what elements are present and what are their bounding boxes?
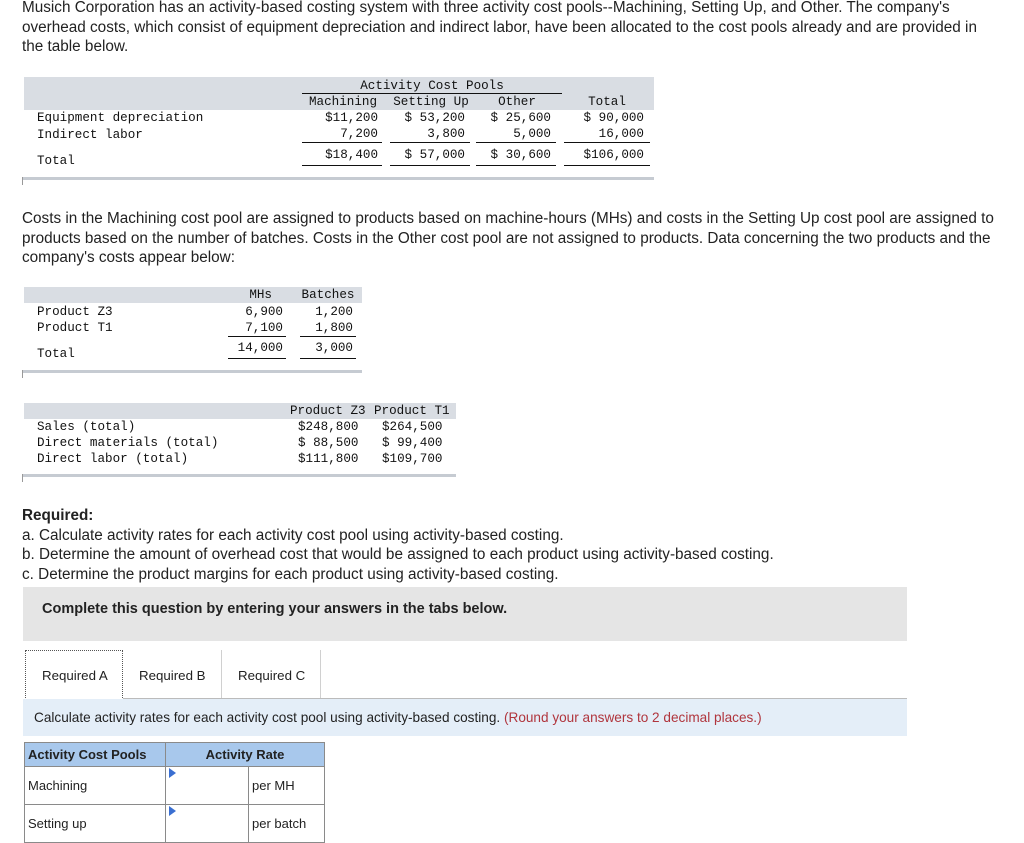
row-label: Sales (total) [37,420,136,434]
required-heading: Required: [22,507,94,524]
setting-up-rate-input[interactable] [169,820,245,842]
row-label: Direct materials (total) [37,436,219,450]
answer-table [24,742,325,843]
row-label-total: Total [37,347,75,361]
machining-rate-input[interactable] [169,782,245,804]
total-rule [228,358,286,359]
cell: $109,700 [382,452,443,466]
sum-rule [228,336,286,337]
answer-row-label: Setting up [25,805,166,843]
table-bottom-rule [22,370,362,373]
rounding-note: (Round your answers to 2 decimal places.) [503,710,762,725]
sum-rule [300,336,356,337]
cell: 16,000 [598,127,644,141]
table-bottom-rule [22,474,456,477]
cell: $264,500 [382,420,443,434]
answer-input-cell[interactable] [166,767,249,805]
required-item-a: a. Calculate activity rates for each activity cost pool using activity-based costing. [22,527,564,544]
complete-banner-text: Complete this question by entering your answers in the tabs below. [42,601,508,617]
instruction-text [34,710,762,725]
table-corner-tick [22,474,23,482]
cell: 5,000 [513,127,551,141]
table-corner-tick [22,370,23,378]
table-corner-tick [22,177,23,185]
col-header-total: Total [588,95,626,109]
instruction-main: Calculate activity rates for each activity cost pool using activity-based costing. [34,710,501,725]
cell: $ 90,000 [583,111,644,125]
cell: 6,900 [245,305,283,319]
cell: 7,200 [340,127,378,141]
cell: $ 99,400 [382,436,443,450]
tab-required-c[interactable]: Required C [222,650,320,700]
cell: $ 57,000 [404,148,465,162]
col-header-setting-up: Setting Up [393,95,469,109]
row-label: Product T1 [37,321,113,335]
total-rule [300,358,356,359]
row-label-total: Total [37,154,75,168]
row-label: Product Z3 [37,305,113,319]
cell: $ 30,600 [490,148,551,162]
required-item-b: b. Determine the amount of overhead cost that would be assigned to each product using activity-based costing. [22,546,774,563]
tab-separator [320,650,321,699]
group-header: Activity Cost Pools [360,79,504,93]
sum-rule [476,142,556,143]
cell: $111,800 [298,452,359,466]
cell: $106,000 [583,148,644,162]
col-header-product-t1: Product T1 [374,404,450,418]
answer-header-rate: Activity Rate [166,743,325,767]
cell: 1,800 [315,321,353,335]
col-header-batches: Batches [301,288,355,302]
answer-unit: per batch [249,805,325,843]
sum-rule [302,142,382,143]
total-rule [476,165,556,166]
input-marker-icon [169,806,176,816]
cell: $ 25,600 [490,111,551,125]
cell: $18,400 [325,148,378,162]
col-header-mhs: MHs [249,288,272,302]
cell: $248,800 [298,420,359,434]
answer-header-pools: Activity Cost Pools [25,743,166,767]
cell: 7,100 [245,321,283,335]
problem-middle: Costs in the Machining cost pool are assigned to products based on machine-hours (MHs) and costs in the Setting Up cost pool are assigned to products based on the number of batches. Costs in the Other cost pool are not assigned to products. Data concerning the two products and the company's costs appear below: [22,210,994,266]
cell: $ 53,200 [404,111,465,125]
total-rule [564,165,650,166]
input-marker-icon [169,768,176,778]
table-bottom-rule [22,177,654,180]
sum-rule [564,142,650,143]
total-rule [302,165,382,166]
tab-required-a[interactable]: Required A [25,650,123,700]
problem-intro: Musich Corporation has an activity-based costing system with three activity cost pools--Machining, Setting Up, and Other. The company's overhead costs, which consist of equipment depreciation and indirect labor, have been allocated to the cost pools already and are provided in the table below. [22,0,977,55]
cell: 1,200 [315,305,353,319]
total-rule [390,165,470,166]
sum-rule [390,142,470,143]
col-header-other: Other [498,95,536,109]
required-item-c: c. Determine the product margins for each product using activity-based costing. [22,566,559,583]
cell: $11,200 [325,111,378,125]
cell: $ 88,500 [298,436,359,450]
answer-input-cell[interactable] [166,805,249,843]
answer-unit: per MH [249,767,325,805]
cell: 3,000 [315,341,353,355]
row-label: Equipment depreciation [37,111,204,125]
col-header-product-z3: Product Z3 [290,404,366,418]
group-header-underline [302,93,562,94]
cell: 14,000 [237,341,283,355]
row-label: Direct labor (total) [37,452,189,466]
cell: 3,800 [427,127,465,141]
tab-required-b[interactable]: Required B [123,650,221,700]
col-header-machining: Machining [308,95,378,109]
answer-row-label: Machining [25,767,166,805]
row-label: Indirect labor [37,128,143,142]
